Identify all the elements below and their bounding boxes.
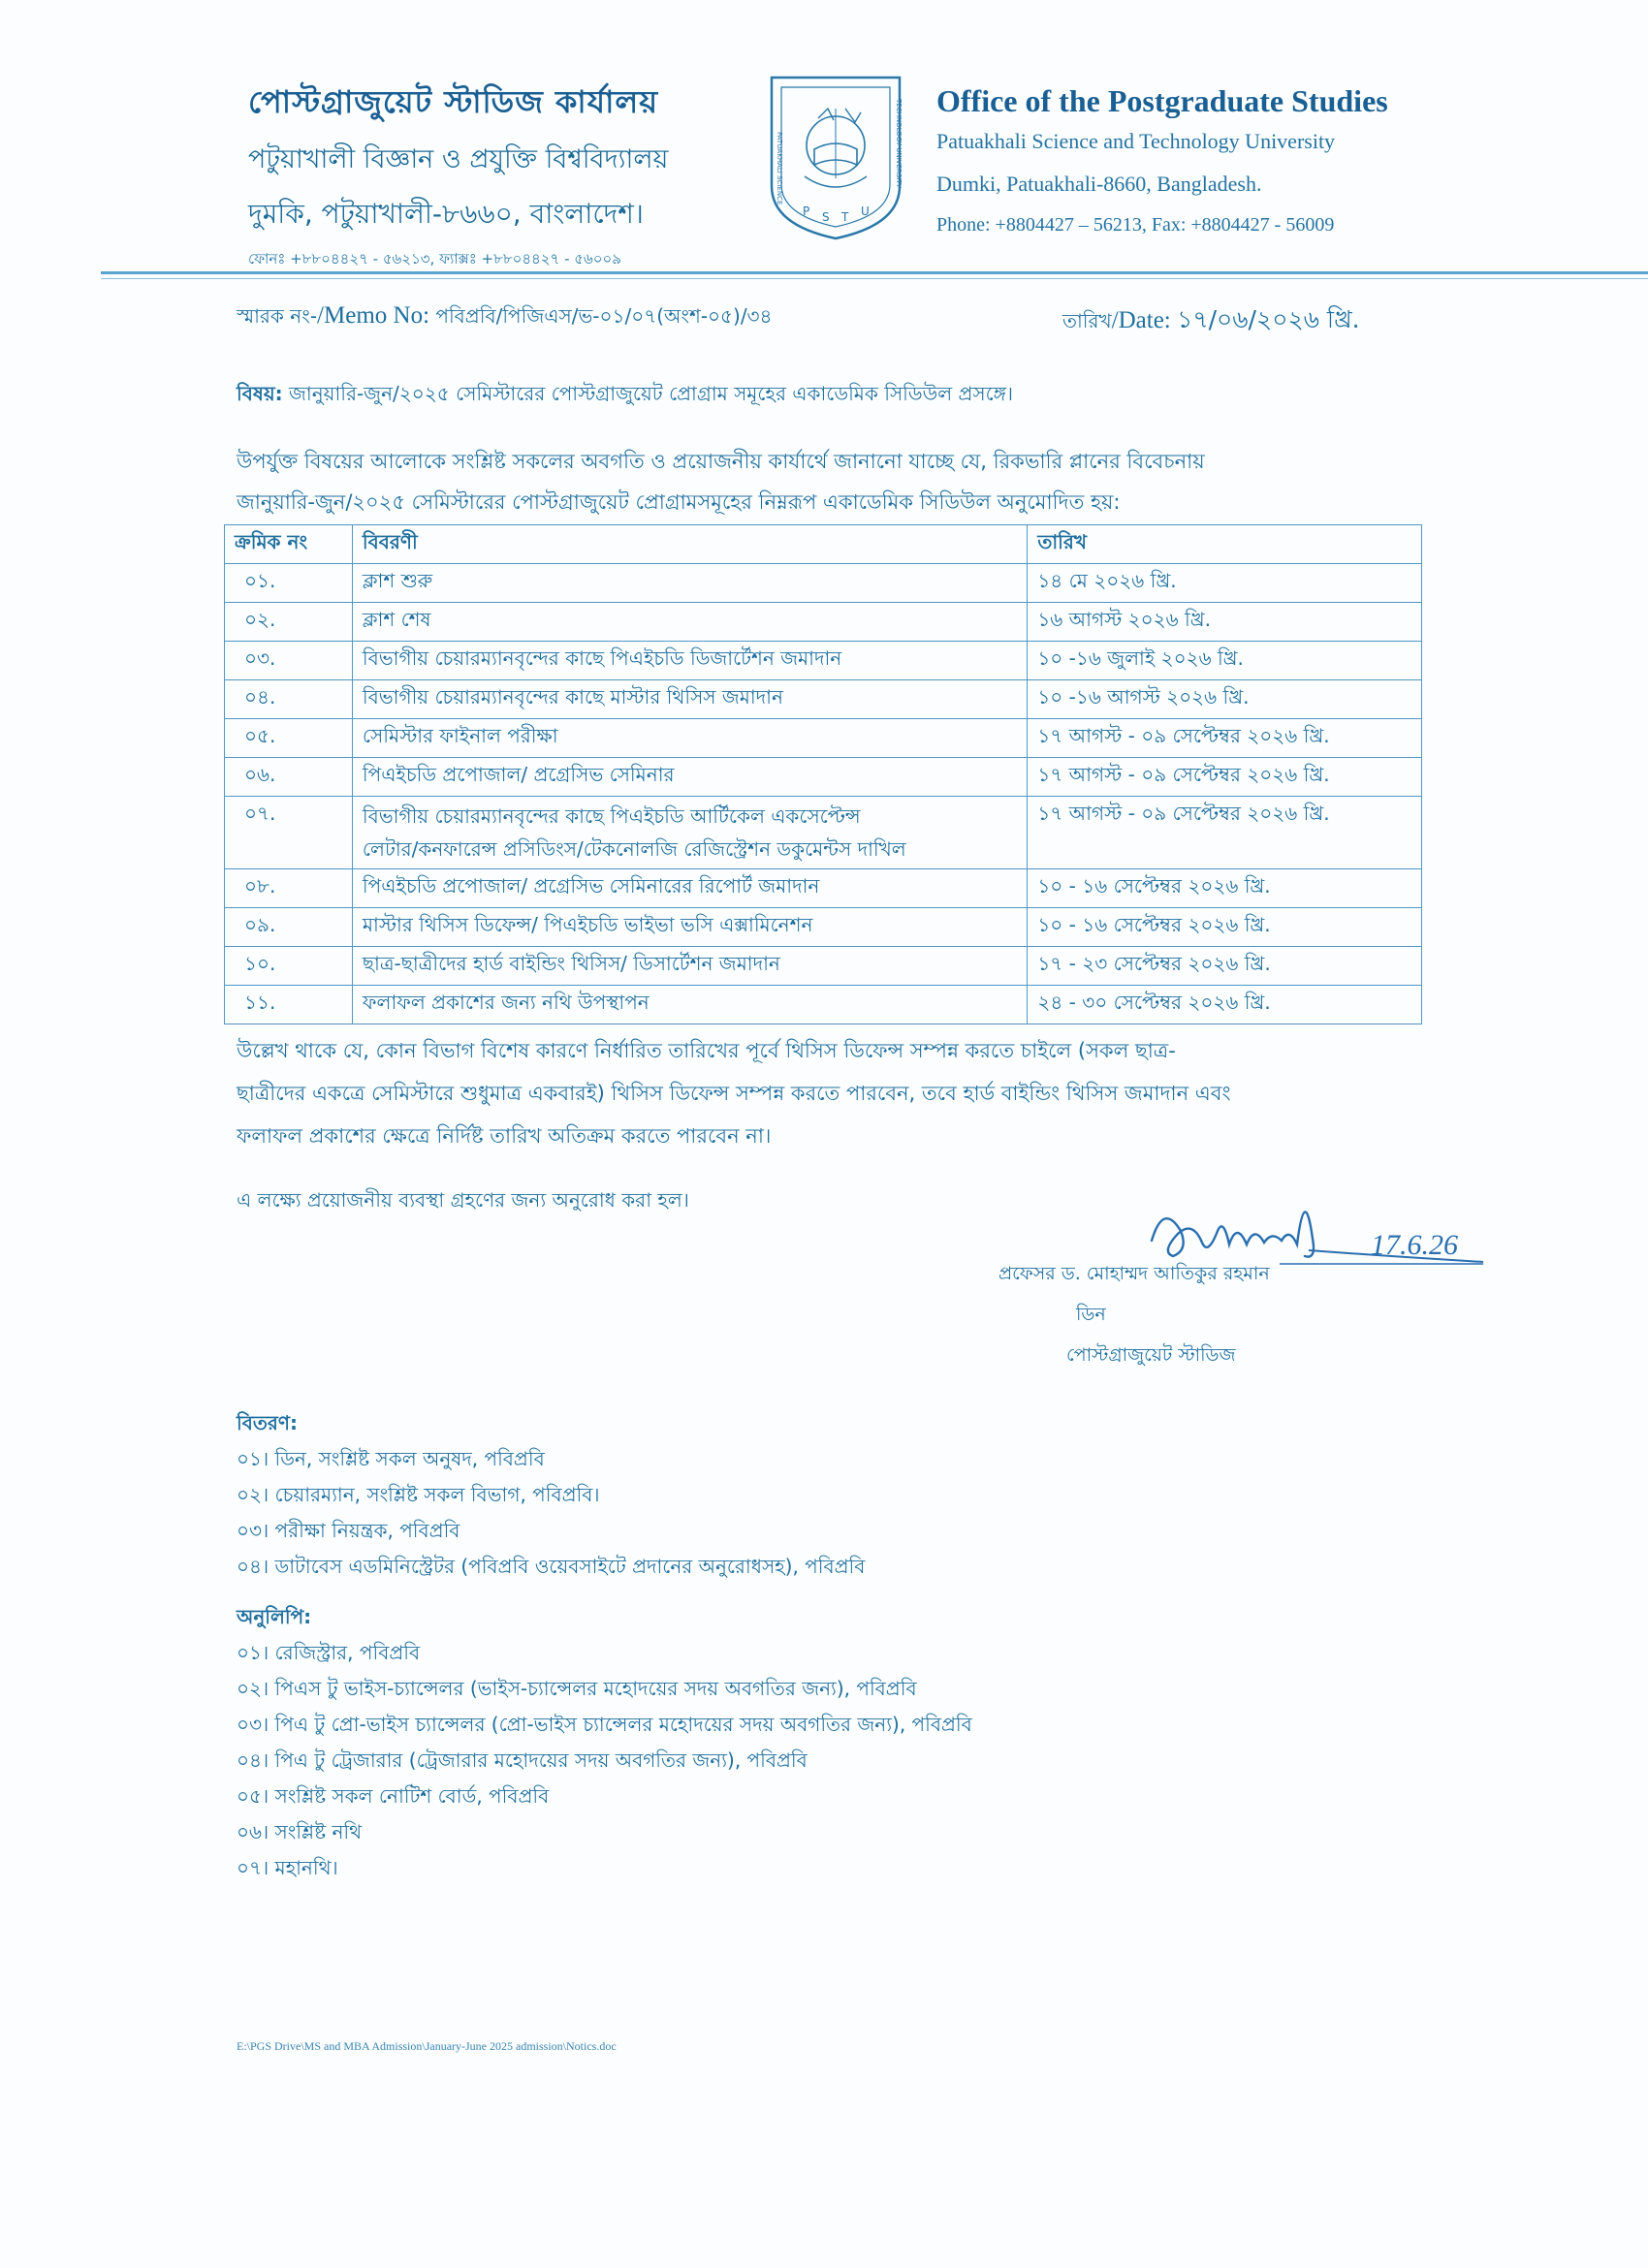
list-item: ০৪। ডাটাবেস এডমিনিস্ট্রেটর (পবিপ্রবি ওয়েবসাইটে প্রদানের অনুরোধসহ), পবিপ্রবি: [237, 1555, 866, 1578]
list-item: ০৫। সংশ্লিষ্ট সকল নোটিশ বোর্ড, পবিপ্রবি: [237, 1784, 550, 1808]
row-description: পিএইচডি প্রপোজাল/ প্রগ্রেসিভ সেমিনারের রিপোর্ট জমাদান: [352, 869, 1027, 908]
file-path-footer: E:\PGS Drive\MS and MBA Admission\January-June 2025 admission\Notics.doc: [237, 2039, 617, 2053]
signatory: [989, 1260, 1377, 1372]
logo-initial-u: U: [861, 205, 870, 218]
row-date: ২৪ - ৩০ সেপ্টেম্বর ২০২৬ খ্রি.: [1028, 986, 1422, 1024]
note-line: উল্লেখ থাকে যে, কোন বিভাগ বিশেষ কারণে নির্ধারিত তারিখের পূর্বে থিসিস ডিফেন্স সম্পন্ন করতে চাইলে (সকল ছাত্র-: [237, 1039, 1176, 1062]
intro-paragraph: [237, 441, 1384, 522]
date-label-bn: তারিখ: [1062, 309, 1112, 332]
copies-heading: অনুলিপি:: [237, 1605, 312, 1628]
table-row: [225, 680, 1422, 719]
intro-line: উপর্যুক্ত বিষয়ের আলোকে সংশ্লিষ্ট সকলের অবগতি ও প্রয়োজনীয় কার্যার্থে জানানো যাচ্ছে যে, রিকভারি প্লানের বিবেচনায়: [237, 450, 1205, 473]
logo-initial-s: S: [822, 210, 830, 224]
row-date: ১৭ আগস্ট - ০৯ সেপ্টেম্বর ২০২৬ খ্রি.: [1028, 797, 1422, 869]
list-item: ০১। ডিন, সংশ্লিষ্ট সকল অনুষদ, পবিপ্রবি: [237, 1447, 545, 1470]
phone-en: Phone: +8804427 – 56213, Fax: +8804427 - 56009: [936, 214, 1335, 236]
row-serial: ০১.: [225, 564, 353, 603]
logo-side-text: PATUAKHALI SCIENCE: [776, 132, 783, 205]
row-serial: ০৩.: [225, 642, 353, 680]
table-row: [225, 947, 1422, 986]
address-en: Dumki, Patuakhali-8660, Bangladesh.: [936, 172, 1262, 196]
distribution-list: [237, 1405, 865, 1585]
row-date: ১০ -১৬ জুলাই ২০২৬ খ্রি.: [1028, 642, 1422, 680]
list-item: ০১। রেজিস্ট্রার, পবিপ্রবি: [237, 1641, 421, 1664]
row-description: ছাত্র-ছাত্রীদের হার্ড বাইন্ডিং থিসিস/ ডিসার্টেশন জমাদান: [352, 947, 1027, 986]
logo-side-text-right: TECHNOLOGY UNIVERSITY: [895, 99, 903, 188]
row-date: ১৭ আগস্ট - ০৯ সেপ্টেম্বর ২০২৬ খ্রি.: [1028, 719, 1422, 758]
date-label-en: /Date:: [1111, 307, 1171, 333]
row-serial: ১০.: [225, 947, 353, 986]
row-date: ১০ -১৬ আগস্ট ২০২৬ খ্রি.: [1028, 680, 1422, 719]
table-row: [225, 908, 1422, 947]
memo-label-en: /Memo No:: [317, 302, 430, 329]
logo-initial-p: P: [803, 205, 810, 218]
list-item: ০৬। সংশ্লিষ্ট নথি: [237, 1820, 363, 1843]
table-row: [225, 603, 1422, 642]
list-item: ০৪। পিএ টু ট্রেজারার (ট্রেজারার মহোদয়ের সদয় অবগতির জন্য), পবিপ্রবি: [237, 1748, 808, 1772]
memo-number: [237, 302, 773, 334]
row-description: ক্লাশ শুরু: [352, 564, 1027, 603]
office-name-bn: পোস্টগ্রাজুয়েট স্টাডিজ কার্যালয়: [248, 83, 659, 120]
row-date: ১৭ - ২৩ সেপ্টেম্বর ২০২৬ খ্রি.: [1028, 947, 1422, 986]
header-english: [936, 83, 1479, 236]
logo-initial-t: T: [841, 210, 849, 224]
list-item: ০৩। পিএ টু প্রো-ভাইস চ্যান্সেলর (প্রো-ভাইস চ্যান্সেলর মহোদয়ের সদয় অবগতির জন্য), পবিপ্রবি: [237, 1713, 972, 1736]
note-line: ফলাফল প্রকাশের ক্ষেত্রে নির্দিষ্ট তারিখ অতিক্রম করতে পারবেন না।: [237, 1124, 772, 1148]
university-name-bn: পটুয়াখালী বিজ্ঞান ও প্রযুক্তি বিশ্ববিদ্যালয়: [248, 144, 669, 174]
row-serial: ০৪.: [225, 680, 353, 719]
signature-date: 17.6.26: [1371, 1229, 1458, 1261]
subject-line: [237, 380, 1013, 412]
signatory-name: প্রফেসর ড. মোহাম্মদ আতিকুর রহমান: [998, 1263, 1270, 1284]
memo-date: [1062, 300, 1360, 342]
row-description: মাস্টার থিসিস ডিফেন্স/ পিএইচডি ভাইভা ভসি এক্সামিনেশন: [352, 908, 1027, 947]
row-description: বিভাগীয় চেয়ারম্যানবৃন্দের কাছে মাস্টার থিসিস জমাদান: [352, 680, 1027, 719]
table-row: [225, 719, 1422, 758]
table-row: [225, 797, 1422, 869]
note-paragraph: [237, 1029, 1400, 1157]
row-date: ১০ - ১৬ সেপ্টেম্বর ২০২৬ খ্রি.: [1028, 869, 1422, 908]
university-name-en: Patuakhali Science and Technology University: [936, 129, 1336, 153]
subject-label: বিষয়:: [237, 382, 283, 405]
phone-bn: ফোনঃ +৮৮০৪৪২৭ - ৫৬২১৩, ফ্যাক্সঃ +৮৮০৪৪২৭ - ৫৬০০৯: [248, 250, 621, 268]
memo-value: পবিপ্রবি/পিজিএস/ভ-০১/০৭(অংশ-০৫)/৩৪: [435, 304, 773, 328]
schedule-table: [224, 524, 1422, 1024]
row-serial: ০৮.: [225, 869, 353, 908]
row-description: বিভাগীয় চেয়ারম্যানবৃন্দের কাছে পিএইচডি ডিজার্টেশন জমাদান: [352, 642, 1027, 680]
date-value: ১৭/০৬/২০২৬ খ্রি.: [1177, 305, 1360, 333]
address-bn: দুমকি, পটুয়াখালী-৮৬৬০, বাংলাদেশ।: [248, 198, 644, 230]
memo-label-bn: স্মারক নং-: [237, 304, 318, 328]
column-header-description: বিবরণী: [352, 525, 1027, 564]
row-date: ১৪ মে ২০২৬ খ্রি.: [1028, 564, 1422, 603]
row-description-line: লেটার/কনফারেন্স প্রসিডিংস/টেকনোলজি রেজিস্ট্রেশন ডকুমেন্টস দাখিল: [362, 837, 906, 861]
list-item: ০৩। পরীক্ষা নিয়ন্ত্রক, পবিপ্রবি: [237, 1519, 460, 1542]
list-item: ০২। পিএস টু ভাইস-চ্যান্সেলর (ভাইস-চ্যান্সেলর মহোদয়ের সদয় অবগতির জন্য), পবিপ্রবি: [237, 1677, 917, 1700]
header-divider-thin: [101, 278, 1648, 279]
request-line: এ লক্ষ্যে প্রয়োজনীয় ব্যবস্থা গ্রহণের জন্য অনুরোধ করা হল।: [237, 1188, 689, 1212]
office-name-en: Office of the Postgraduate Studies: [936, 83, 1388, 118]
header-divider: [101, 271, 1648, 274]
row-description: সেমিস্টার ফাইনাল পরীক্ষা: [352, 719, 1027, 758]
table-row: [225, 564, 1422, 603]
table-row: [225, 986, 1422, 1024]
table-row: [225, 869, 1422, 908]
row-date: ১৭ আগস্ট - ০৯ সেপ্টেম্বর ২০২৬ খ্রি.: [1028, 758, 1422, 797]
note-line: ছাত্রীদের একত্রে সেমিস্টারে শুধুমাত্র একবারই) থিসিস ডিফেন্স সম্পন্ন করতে পারবেন, তবে হার্ড বাইন্ডিং থিসিস জমাদান এবং: [237, 1082, 1231, 1105]
row-serial: ০২.: [225, 603, 353, 642]
row-description: পিএইচডি প্রপোজাল/ প্রগ্রেসিভ সেমিনার: [352, 758, 1027, 797]
row-date: ১৬ আগস্ট ২০২৬ খ্রি.: [1028, 603, 1422, 642]
signatory-office: পোস্টগ্রাজুয়েট স্টাডিজ: [1066, 1344, 1236, 1366]
header-bangla: [248, 78, 752, 272]
table-row: [225, 642, 1422, 680]
row-serial: ০৫.: [225, 719, 353, 758]
table-row: [225, 758, 1422, 797]
row-description: [352, 797, 1027, 869]
signatory-title: ডিন: [1076, 1304, 1106, 1325]
intro-line: জানুয়ারি-জুন/২০২৫ সেমিস্টারের পোস্টগ্রাজুয়েট প্রোগ্রামসমূহের নিম্নরূপ একাডেমিক সিডিউল অনুমোদিত হয়:: [237, 490, 1121, 514]
row-serial: ১১.: [225, 986, 353, 1024]
subject-text: জানুয়ারি-জুন/২০২৫ সেমিস্টারের পোস্টগ্রাজুয়েট প্রোগ্রাম সমূহের একাডেমিক সিডিউল প্রসঙ্গে।: [289, 382, 1014, 405]
column-header-serial: ক্রমিক নং: [225, 525, 353, 564]
copies-list: [237, 1599, 972, 1886]
row-serial: ০৬.: [225, 758, 353, 797]
row-description-line: বিভাগীয় চেয়ারম্যানবৃন্দের কাছে পিএইচডি আর্টিকেল একসেপ্টেন্স: [362, 804, 861, 828]
distribution-heading: বিতরণ:: [237, 1411, 298, 1434]
list-item: ০৭। মহানথি।: [237, 1856, 338, 1879]
table-header-row: [225, 525, 1422, 564]
row-date: ১০ - ১৬ সেপ্টেম্বর ২০২৬ খ্রি.: [1028, 908, 1422, 947]
row-description: ফলাফল প্রকাশের জন্য নথি উপস্থাপন: [352, 986, 1027, 1024]
row-serial: ০৯.: [225, 908, 353, 947]
list-item: ০২। চেয়ারম্যান, সংশ্লিষ্ট সকল বিভাগ, পবিপ্রবি।: [237, 1483, 600, 1506]
row-serial: ০৭.: [225, 797, 353, 869]
row-description: ক্লাশ শেষ: [352, 603, 1027, 642]
column-header-date: তারিখ: [1028, 525, 1422, 564]
university-logo: [758, 70, 913, 242]
